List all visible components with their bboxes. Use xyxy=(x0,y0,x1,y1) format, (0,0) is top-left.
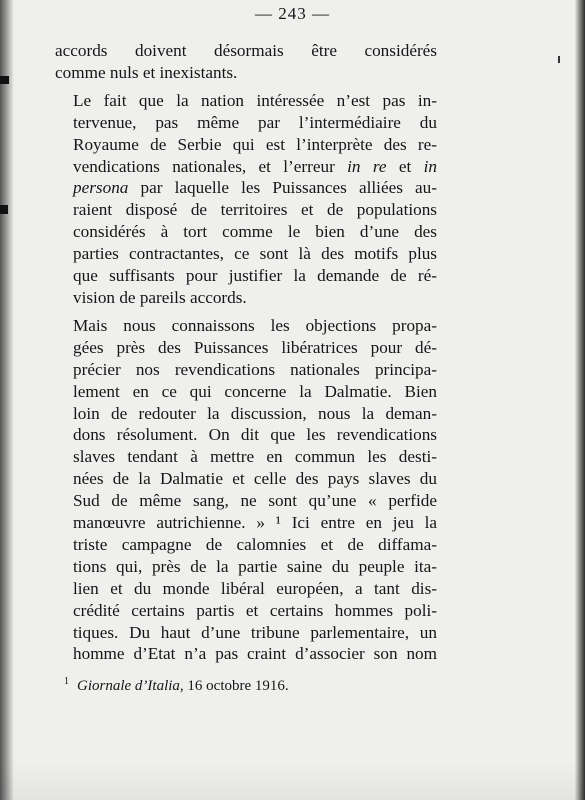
text-line: lien et du monde libéral européen, a tant dis- xyxy=(73,578,437,598)
text-line: accords doivent désormais être considérés xyxy=(55,41,437,60)
text-line: vendications nationales, et l’erreur in re et in xyxy=(73,156,437,176)
margin-mark xyxy=(0,76,9,84)
text-line: dons résolument. On dit que les revendications xyxy=(73,425,437,445)
text-line: que suffisants pour justifier la demande de ré- xyxy=(73,266,437,286)
text-line: persona par laquelle les Puissances alliées au- xyxy=(73,178,437,198)
text-line: triste campagne de calomnies et de diffama- xyxy=(73,534,437,554)
body-text xyxy=(55,40,437,665)
page-left-edge xyxy=(0,0,14,800)
paragraph-1 xyxy=(55,40,437,84)
footnote-marker: 1 xyxy=(64,676,69,687)
paragraph-3 xyxy=(55,315,437,666)
text-line: tions qui, près de la partie saine du peuple ita- xyxy=(73,556,437,576)
footnote xyxy=(64,676,289,695)
page-bottom-shadow xyxy=(0,760,585,800)
text-line: précier nos revendications nationales principa- xyxy=(73,359,437,379)
text-line: gées près des Puissances libératrices pour dé- xyxy=(73,337,437,357)
text-line: Royaume de Serbie qui est l’interprète des re- xyxy=(73,134,437,154)
text-line: manœuvre autrichienne. » ¹ Ici entre en jeu la xyxy=(73,513,437,533)
text-line: tervenue, pas même par l’intermédiaire du xyxy=(73,112,437,132)
footnote-date: 16 octobre 1916. xyxy=(187,678,289,694)
paragraph-2 xyxy=(55,90,437,309)
footnote-source: Giornale d’Italia, xyxy=(77,678,184,694)
text-line: comme nuls et inexistants. xyxy=(55,62,238,82)
text-line: homme d’Etat n’a pas craint d’associer son nom xyxy=(73,644,437,664)
text-line: vision de pareils accords. xyxy=(73,287,247,307)
text-line: Mais nous connaissons les objections propa- xyxy=(73,315,437,335)
text-line: crédité certains partis et certains hommes poli- xyxy=(73,600,437,620)
text-line: Sud de même sang, ne sont qu’une « perfide xyxy=(73,491,437,511)
text-line: Le fait que la nation intéressée n’est pas in- xyxy=(73,90,437,110)
page-number: — 243 — xyxy=(255,4,330,23)
text-line: lement en ce qui concerne la Dalmatie. Bien xyxy=(73,381,437,401)
text-line: raient disposé de territoires et de populations xyxy=(73,200,437,220)
page-right-edge xyxy=(575,0,585,800)
text-line: tiques. Du haut d’une tribune parlementaire, un xyxy=(73,622,437,642)
text-line: parties contractantes, ce sont là des motifs plus xyxy=(73,244,437,264)
margin-mark xyxy=(0,205,8,214)
text-line: considérés à tort comme le bien d’une des xyxy=(73,222,437,242)
text-line: nées de la Dalmatie et celle des pays slaves du xyxy=(73,469,437,489)
text-line: slaves tendant à mettre en commun les desti- xyxy=(73,447,437,467)
margin-tick xyxy=(558,56,560,63)
text-line: loin de redouter la discussion, nous la deman- xyxy=(73,403,437,423)
